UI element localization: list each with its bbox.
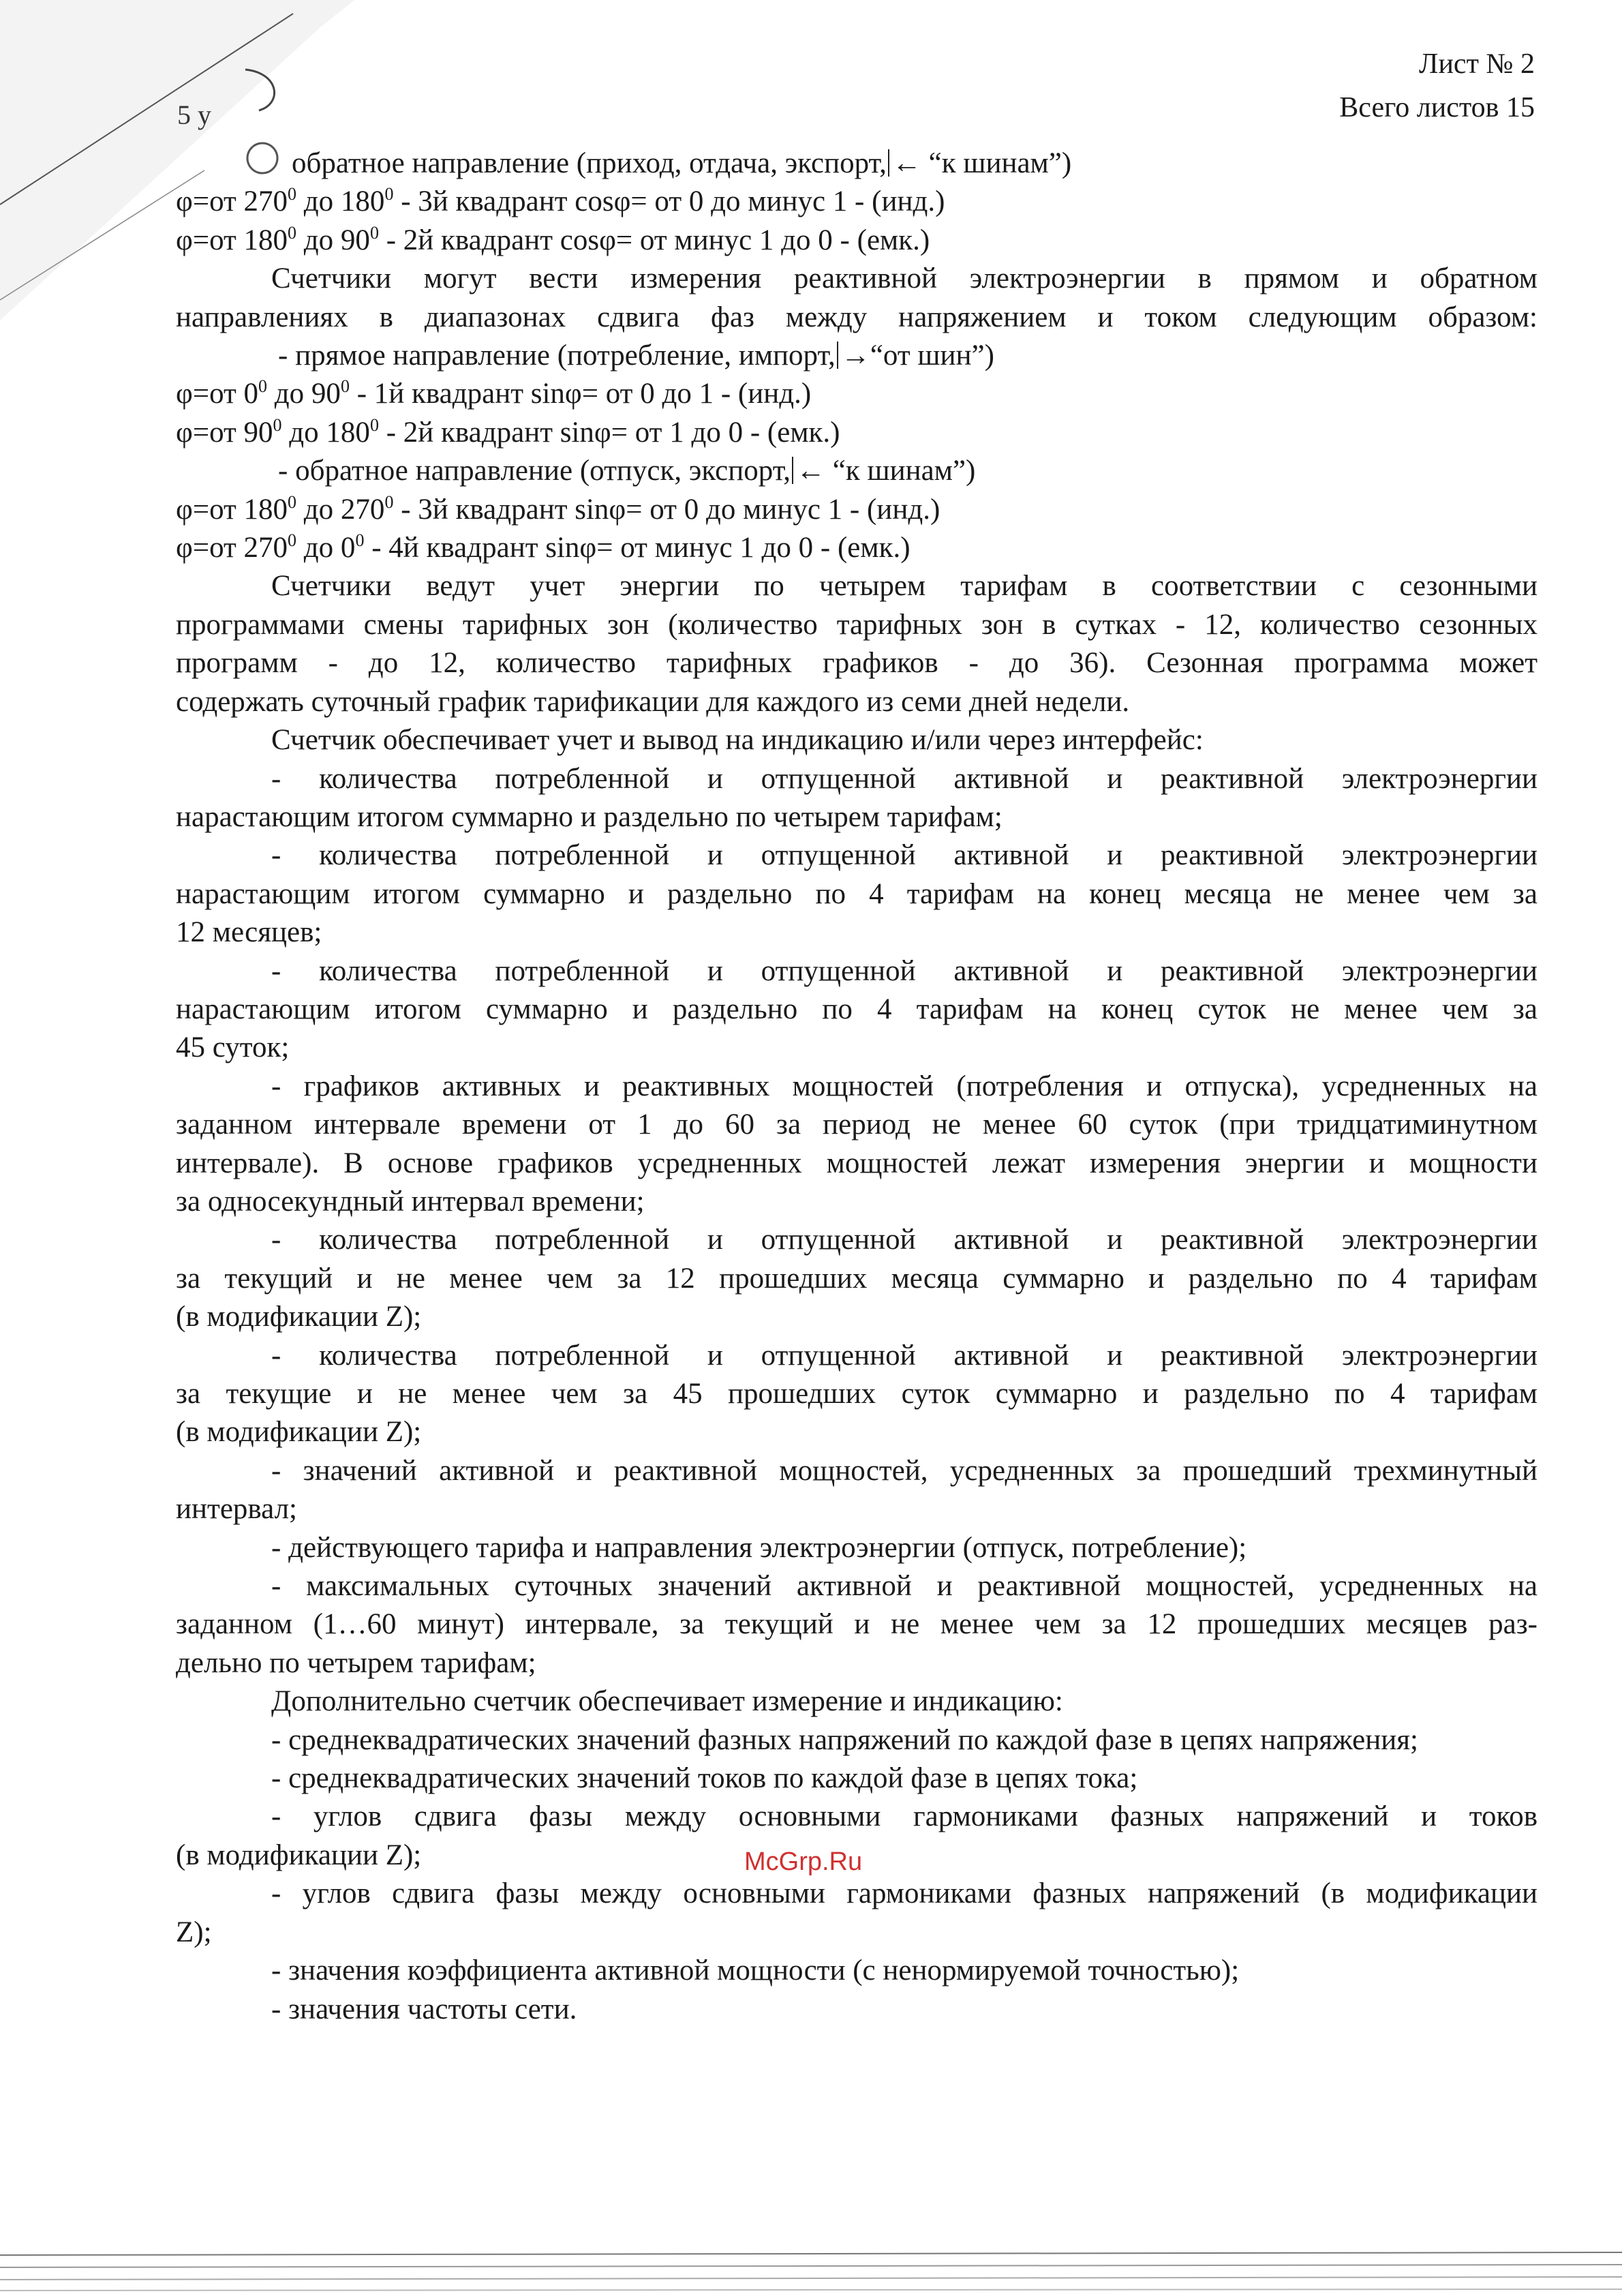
list-item-line: (в модификации Z); [176, 1301, 422, 1333]
paragraph-line: программ - до 12, количество тарифных графиков - до 36). Сезонная программа может [176, 647, 1537, 680]
document-body [176, 145, 1537, 2029]
list-item-line: - значений активной и реактивной мощностей, усредненных за прошедший трехминутный [271, 1454, 1537, 1487]
list-item-line: - значения коэффициента активной мощности (с ненормируемой точностью); [271, 1954, 1240, 1987]
text-line: φ=от $180^0$ до $270^0 - 3й$ квадрант sinφ= от 0 до минус 1 - (инд.) [176, 492, 940, 526]
list-item-line: дельно по четырем тарифам; [176, 1646, 536, 1679]
paragraph-line: программами смены тарифных зон (количество тарифных зон в сутках - 12, количество сезонных [176, 608, 1537, 641]
paragraph-line: Счетчики могут вести измерения реактивной электроэнергии в прямом и обратном [271, 262, 1537, 295]
text-line: обратное направление (приход, отдача, экспорт, ← “к шинам”) [292, 147, 1072, 179]
paragraph-line: направлениях в диапазонах сдвига фаз между напряжением и током следующим образом: [176, 301, 1537, 333]
list-item-line: нарастающим итогом суммарно и раздельно по четырем тарифам; [176, 800, 1003, 833]
list-item-line: заданном интервале времени от 1 до 60 за период не менее 60 суток (при тридцатиминутном [176, 1108, 1537, 1141]
list-item-line: - значения частоты сети. [271, 1993, 577, 2025]
list-item-line: нарастающим итогом суммарно и раздельно по 4 тарифам на конец суток не менее чем за [176, 993, 1537, 1025]
list-item-line: за односекундный интервал времени; [176, 1185, 645, 1218]
list-item-line: за текущие и не менее чем за 45 прошедших суток суммарно и раздельно по 4 тарифам [176, 1378, 1537, 1410]
text-line: - обратное направление (отпуск, экспорт, ← “к шинам”) [278, 455, 976, 487]
list-item-line: интервал; [176, 1493, 298, 1526]
list-item-line: - количества потребленной и отпущенной активной и реактивной электроэнергии [271, 1339, 1537, 1372]
list-item-line: 45 суток; [176, 1031, 290, 1064]
list-item-line: - количества потребленной и отпущенной активной и реактивной электроэнергии [271, 762, 1537, 795]
list-item-line: - углов сдвига фазы между основными гармониками фазных напряжений (в модификации [271, 1877, 1537, 1910]
list-item-line: Z); [176, 1916, 212, 1948]
list-item-line: нарастающим итогом суммарно и раздельно по 4 тарифам на конец месяца не менее чем за [176, 877, 1537, 910]
list-item-line: (в модификации Z); [176, 1416, 422, 1449]
sheet-total: Всего листов 15 [1339, 92, 1535, 123]
list-item-line: - углов сдвига фазы между основными гармониками фазных напряжений и токов [271, 1800, 1537, 1833]
watermark-text: McGrp.Ru [744, 1847, 863, 1876]
list-item-line: - максимальных суточных значений активной и реактивной мощностей, усредненных на [271, 1570, 1537, 1603]
text-line: φ=от $270^0$ до $0^0 - 4й$ квадрант sinφ= от минус 1 до 0 - (емк.) [176, 530, 911, 564]
sheet-header [1339, 42, 1535, 130]
list-item-line: - количества потребленной и отпущенной активной и реактивной электроэнергии [271, 1224, 1537, 1256]
list-item-line: - количества потребленной и отпущенной активной и реактивной электроэнергии [271, 954, 1537, 987]
list-item-line: - среднеквадратических значений фазных напряжений по каждой фазе в цепях напряжения; [271, 1723, 1419, 1756]
paragraph-line: Счетчик обеспечивает учет и вывод на индикацию и/или через интерфейс: [271, 724, 1204, 757]
list-item-line: - количества потребленной и отпущенной активной и реактивной электроэнергии [271, 839, 1537, 872]
text-line: - прямое направление (потребление, импорт, →“от шин”) [278, 339, 994, 372]
text-line: φ=от $0^0$ до $90^0 - 1й$ квадрант sinφ= от 0 до 1 - (инд.) [176, 376, 812, 410]
text-line: φ=от $180^0$ до $90^0 - 2й$ квадрант cosφ= от минус 1 до 0 - (емк.) [176, 222, 930, 256]
paragraph-line: Счетчики ведут учет энергии по четырем тарифам в соответствии с сезонными [271, 570, 1537, 603]
page-edge-lines [0, 2248, 1622, 2296]
list-item-line: - среднеквадратических значений токов по каждой фазе в цепях тока; [271, 1762, 1138, 1795]
list-item-line: интервале). В основе графиков усредненных мощностей лежат измерения энергии и мощности [176, 1147, 1537, 1179]
list-item-line: - действующего тарифа и направления электроэнергии (отпуск, потребление); [271, 1531, 1247, 1564]
list-item-line: 12 месяцев; [176, 916, 322, 949]
text-line: φ=от $270^0$ до $180^0 - 3й$ квадрант cosφ= от 0 до минус 1 - (инд.) [176, 184, 945, 218]
paragraph-line: содержать суточный график тарификации для каждого из семи дней недели. [176, 685, 1130, 718]
list-item-line: за текущий и не менее чем за 12 прошедших месяца суммарно и раздельно по 4 тарифам [176, 1262, 1537, 1295]
paragraph-line: Дополнительно счетчик обеспечивает измерение и индикацию: [271, 1685, 1063, 1718]
list-item-line: заданном (1…60 минут) интервале, за текущий и не менее чем за 12 прошедших месяцев раз- [176, 1608, 1537, 1641]
text-line: φ=от $90^0$ до $180^0 - 2й$ квадрант sinφ= от 1 до 0 - (емк.) [176, 414, 840, 449]
list-item-line: (в модификации Z); [176, 1839, 422, 1871]
list-item-line: - графиков активных и реактивных мощностей (потребления и отпуска), усредненных на [271, 1070, 1537, 1102]
sheet-number: Лист № 2 [1418, 48, 1535, 80]
corner-mark: 5 у [177, 100, 211, 130]
